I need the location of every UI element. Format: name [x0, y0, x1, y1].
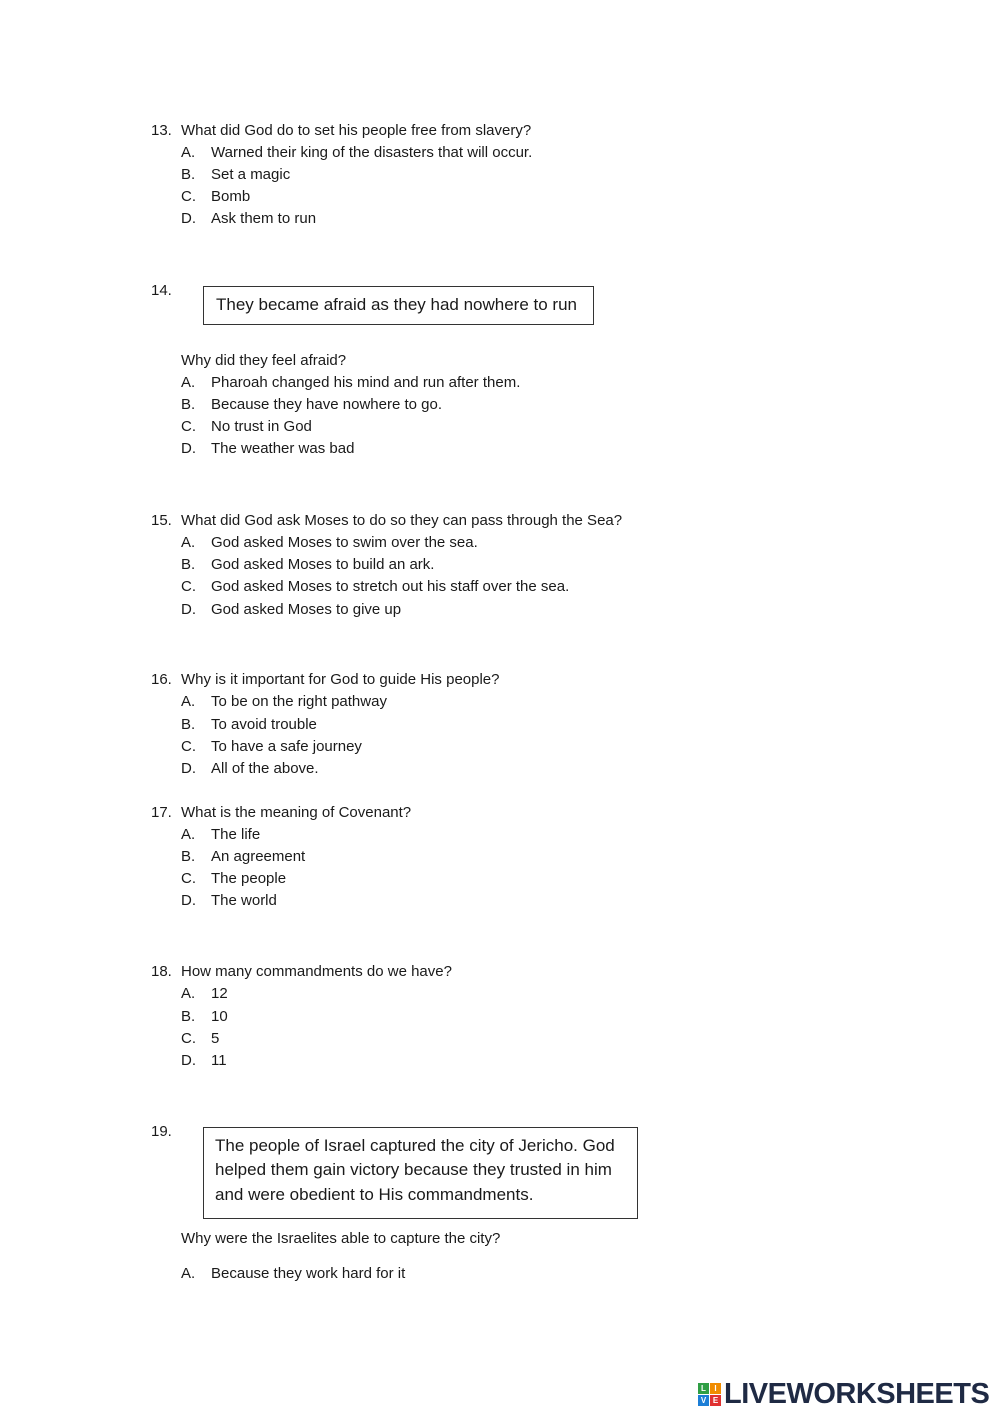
- q18-option-a-letter: A.: [181, 985, 196, 1002]
- q16-option-c-letter: C.: [181, 738, 196, 755]
- logo-wordmark: LIVEWORKSHEETS: [724, 1377, 990, 1410]
- logo-square-v: V: [698, 1395, 709, 1406]
- q19-question: Why were the Israelites able to capture the city?: [181, 1230, 501, 1247]
- q15-option-b[interactable]: God asked Moses to build an ark.: [211, 556, 435, 573]
- q14-option-d[interactable]: The weather was bad: [211, 440, 355, 457]
- q15-option-c-letter: C.: [181, 578, 196, 595]
- q18-question: How many commandments do we have?: [181, 963, 452, 980]
- q15-option-c[interactable]: God asked Moses to stretch out his staff over the sea.: [211, 578, 570, 595]
- q13-option-b[interactable]: Set a magic: [211, 166, 291, 183]
- q16-option-a[interactable]: To be on the right pathway: [211, 693, 387, 710]
- q13-number: 13.: [151, 122, 172, 139]
- q17-question: What is the meaning of Covenant?: [181, 804, 412, 821]
- q13-option-a-letter: A.: [181, 144, 196, 161]
- q15-option-a[interactable]: God asked Moses to swim over the sea.: [211, 534, 478, 551]
- q18-number: 18.: [151, 963, 172, 980]
- q14-number: 14.: [151, 282, 172, 299]
- q13-option-d-letter: D.: [181, 210, 196, 227]
- q16-option-b-letter: B.: [181, 716, 196, 733]
- q14-option-b[interactable]: Because they have nowhere to go.: [211, 396, 442, 413]
- q15-question: What did God ask Moses to do so they can pass through the Sea?: [181, 512, 623, 529]
- q17-option-b[interactable]: An agreement: [211, 848, 306, 865]
- q15-option-a-letter: A.: [181, 534, 196, 551]
- q13-option-d[interactable]: Ask them to run: [211, 210, 317, 227]
- q19-context-line-3: and were obedient to His commandments.: [215, 1185, 534, 1204]
- q15-option-d-letter: D.: [181, 601, 196, 618]
- q17-option-d[interactable]: The world: [211, 892, 277, 909]
- q13-option-c[interactable]: Bomb: [211, 188, 251, 205]
- liveworksheets-logo: [698, 1377, 989, 1411]
- q13-option-c-letter: C.: [181, 188, 196, 205]
- logo-square-i: I: [710, 1383, 721, 1394]
- q16-option-d-letter: D.: [181, 760, 196, 777]
- q17-number: 17.: [151, 804, 172, 821]
- q18-option-d-letter: D.: [181, 1052, 196, 1069]
- q17-option-d-letter: D.: [181, 892, 196, 909]
- q18-option-c[interactable]: 5: [211, 1030, 220, 1047]
- q18-option-c-letter: C.: [181, 1030, 196, 1047]
- q15-option-b-letter: B.: [181, 556, 196, 573]
- q16-option-b[interactable]: To avoid trouble: [211, 716, 317, 733]
- q17-option-c[interactable]: The people: [211, 870, 287, 887]
- q17-option-a-letter: A.: [181, 826, 196, 843]
- q16-option-d[interactable]: All of the above.: [211, 760, 319, 777]
- q19-context-line-2: helped them gain victory because they trusted in him: [215, 1160, 612, 1179]
- logo-square-e: E: [710, 1395, 721, 1406]
- q15-number: 15.: [151, 512, 172, 529]
- q14-option-d-letter: D.: [181, 440, 196, 457]
- q19-number: 19.: [151, 1123, 172, 1140]
- q17-option-b-letter: B.: [181, 848, 196, 865]
- q18-option-a[interactable]: 12: [211, 985, 228, 1002]
- q14-context-box: [203, 286, 594, 325]
- q14-option-c-letter: C.: [181, 418, 196, 435]
- logo-square-l: L: [698, 1383, 709, 1394]
- q13-option-b-letter: B.: [181, 166, 196, 183]
- q14-option-a-letter: A.: [181, 374, 196, 391]
- q15-option-d[interactable]: God asked Moses to give up: [211, 601, 402, 618]
- q19-option-a-letter: A.: [181, 1265, 196, 1282]
- q19-context-line-1: The people of Israel captured the city of Jericho. God: [215, 1136, 615, 1155]
- q19-context-box: [203, 1127, 638, 1219]
- q13-question: What did God do to set his people free from slavery?: [181, 122, 532, 139]
- logo-squares-icon: [698, 1383, 721, 1406]
- q14-option-b-letter: B.: [181, 396, 196, 413]
- q14-option-c[interactable]: No trust in God: [211, 418, 312, 435]
- q16-option-c[interactable]: To have a safe journey: [211, 738, 362, 755]
- q14-option-a[interactable]: Pharoah changed his mind and run after them.: [211, 374, 521, 391]
- q16-number: 16.: [151, 671, 172, 688]
- q14-context-text: They became afraid as they had nowhere to run: [216, 295, 577, 314]
- q18-option-b-letter: B.: [181, 1008, 196, 1025]
- q17-option-a[interactable]: The life: [211, 826, 261, 843]
- q17-option-c-letter: C.: [181, 870, 196, 887]
- q19-option-a[interactable]: Because they work hard for it: [211, 1265, 406, 1282]
- q18-option-b[interactable]: 10: [211, 1008, 228, 1025]
- q16-option-a-letter: A.: [181, 693, 196, 710]
- q18-option-d[interactable]: 11: [211, 1052, 227, 1069]
- q16-question: Why is it important for God to guide His people?: [181, 671, 500, 688]
- q14-question: Why did they feel afraid?: [181, 352, 347, 369]
- q13-option-a[interactable]: Warned their king of the disasters that will occur.: [211, 144, 533, 161]
